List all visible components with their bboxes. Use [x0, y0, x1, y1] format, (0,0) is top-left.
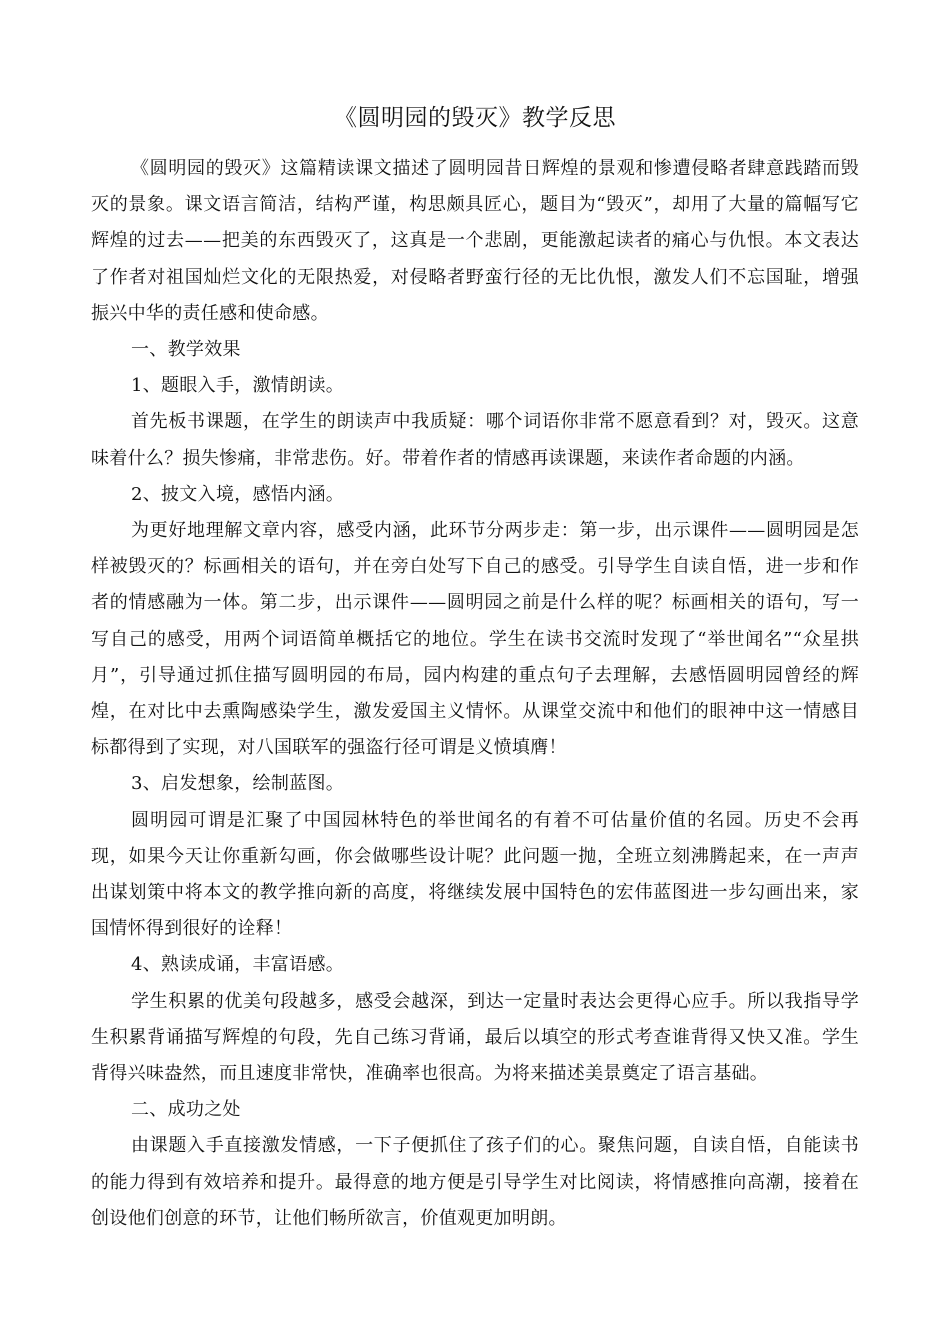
body-paragraph-2: 为更好地理解文章内容，感受内涵，此环节分两步走：第一步，出示课件——圆明园是怎样被毁灭的？标画相关的语句，并在旁白处写下自己的感受。引导学生自读自悟，进一步和作者的情感融为一体。第二步，出示课件——圆明园之前是什么样的呢？标画相关的语句，写一写自己的感受，用两个词语简单概括它的地位。学生在读书交流时发现了“举世闻名”“众星拱月”，引导通过抓住描写圆明园的布局，园内构建的重点句子去理解，去感悟圆明园曾经的辉煌，在对比中去熏陶感染学生，激发爱国主义情怀。从课堂交流中和他们的眼神中这一情感目标都得到了实现，对八国联军的强盗行径可谓是义愤填膺！ [91, 520, 859, 759]
section-heading-teaching-effect: 一、教学效果 [131, 339, 241, 361]
body-paragraph-5: 由课题入手直接激发情感，一下子便抓住了孩子们的心。聚焦问题，自读自悟，自能读书的能力得到有效培养和提升。最得意的地方便是引导学生对比阅读，将情感推向高潮，接着在创设他们创意的环节，让他们畅所欲言，价值观更加明朗。 [91, 1135, 859, 1229]
subheading-4: 4、熟读成诵，丰富语感。 [131, 954, 345, 976]
subheading-2: 2、披文入境，感悟内涵。 [131, 483, 345, 505]
body-paragraph-4: 学生积累的优美句段越多，感受会越深，到达一定量时表达会更得心应手。所以我指导学生积累背诵描写辉煌的句段，先自己练习背诵，最后以填空的形式考查谁背得又快又准。学生背得兴味盎然，而且速度非常快，准确率也很高。为将来描述美景奠定了语言基础。 [91, 990, 859, 1085]
document-body [91, 151, 859, 1237]
body-paragraph-1: 首先板书课题，在学生的朗读声中我质疑：哪个词语你非常不愿意看到？对，毁灭。这意味着什么？损失惨痛，非常悲伤。好。带着作者的情感再读课题，来读作者命题的内涵。 [91, 411, 859, 469]
subheading-1: 1、题眼入手，激情朗读。 [131, 375, 345, 397]
intro-paragraph: 《圆明园的毁灭》这篇精读课文描述了圆明园昔日辉煌的景观和惨遭侵略者肆意践踏而毁灭的景象。课文语言简洁，结构严谨，构思颇具匠心，题目为“毁灭”，却用了大量的篇幅写它辉煌的过去——把美的东西毁灭了，这真是一个悲剧，更能激起读者的痛心与仇恨。本文表达了作者对祖国灿烂文化的无限热爱，对侵略者野蛮行径的无比仇恨，激发人们不忘国耻，增强振兴中华的责任感和使命感。 [91, 158, 859, 324]
section-heading-success: 二、成功之处 [131, 1099, 241, 1121]
body-paragraph-3: 圆明园可谓是汇聚了中国园林特色的举世闻名的有着不可估量价值的名园。历史不会再现，如果今天让你重新勾画，你会做哪些设计呢？此问题一抛，全班立刻沸腾起来，在一声声出谋划策中将本文的教学推向新的高度，将继续发展中国特色的宏伟蓝图进一步勾画出来，家国情怀得到很好的诠释！ [91, 809, 859, 940]
subheading-3: 3、启发想象，绘制蓝图。 [131, 773, 345, 795]
document-title: 《圆明园的毁灭》教学反思 [334, 105, 616, 131]
